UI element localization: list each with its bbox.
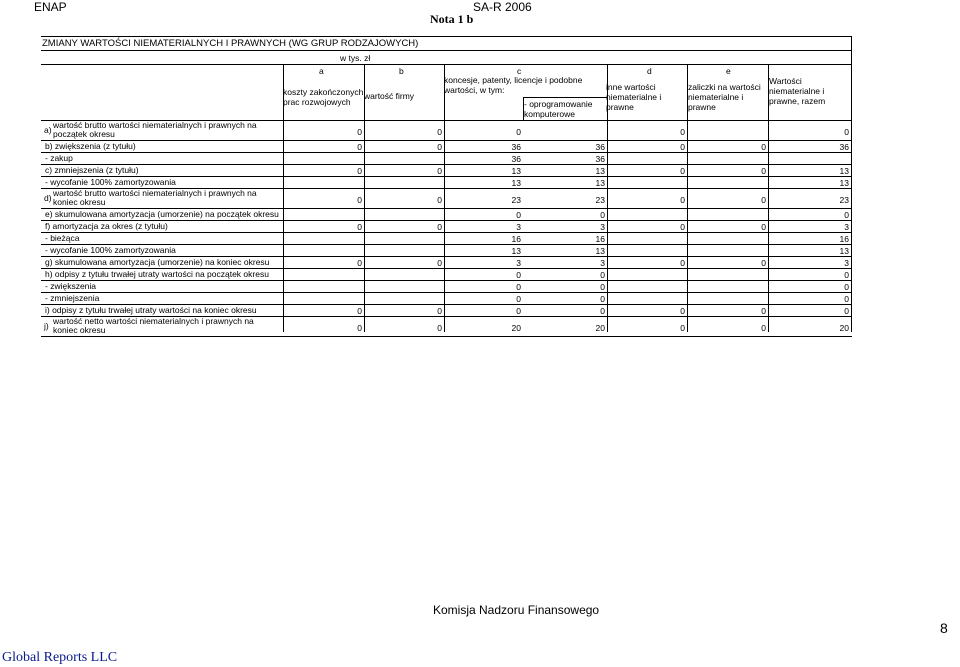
col-header-e: zaliczki na wartości niematerialne i prawne [688, 82, 761, 112]
cell-value: 36 [839, 142, 849, 152]
header-center: SA-R 2006 [473, 0, 532, 14]
cell-value: 0 [357, 222, 362, 232]
cell-value: 13 [511, 178, 521, 188]
row-label: f) amortyzacja za okres (z tytułu) [45, 221, 168, 231]
table-title: ZMIANY WARTOŚCI NIEMATERIALNYCH I PRAWNYCH (WG GRUP RODZAJOWYCH) [42, 38, 419, 49]
row-label: - zmniejszenia [45, 293, 100, 303]
row-label: i) odpisy z tytułu trwałej utraty wartości na koniec okresu [45, 305, 257, 315]
cell-value: 0 [844, 294, 849, 304]
cell-value: 3 [600, 222, 605, 232]
cell-value: 3 [516, 222, 521, 232]
cell-value: 3 [600, 258, 605, 268]
cell-value: 36 [511, 142, 521, 152]
cell-value: 3 [844, 258, 849, 268]
page-number: 8 [940, 620, 948, 636]
col-header-d: inne wartości niematerialne i prawne [606, 82, 662, 112]
cell-value: 13 [839, 246, 849, 256]
nota-label: Nota 1 b [430, 12, 474, 26]
cell-value: 0 [516, 306, 521, 316]
cell-value: 13 [595, 246, 605, 256]
col-header-c-sub: - oprogramowanie komputerowe [524, 99, 593, 119]
cell-value: 0 [437, 306, 442, 316]
row-label: - wycofanie 100% zamortyzowania [45, 177, 176, 187]
cell-value: 0 [844, 210, 849, 220]
header-left: ENAP [34, 0, 67, 14]
cell-value: 13 [511, 246, 521, 256]
cell-value: 0 [600, 270, 605, 280]
cell-value: 0 [516, 270, 521, 280]
row-label: wartość brutto wartości niematerialnych i prawnych na koniec okresu [53, 188, 257, 207]
cell-value: 0 [680, 142, 685, 152]
cell-value: 0 [844, 270, 849, 280]
cell-value: 0 [844, 306, 849, 316]
cell-value: 0 [844, 127, 849, 137]
footer-center: Komisja Nadzoru Finansowego [433, 603, 600, 617]
cell-value: 3 [516, 258, 521, 268]
col-header-total: Wartości niematerialne i prawne, razem [769, 76, 826, 106]
cell-value: 0 [761, 195, 766, 205]
cell-value: 0 [600, 294, 605, 304]
cell-value: 13 [839, 166, 849, 176]
row-prefix: a) [44, 125, 52, 135]
cell-value: 0 [516, 127, 521, 137]
cell-value: 13 [595, 166, 605, 176]
cell-value: 20 [839, 323, 849, 333]
cell-value: 13 [595, 178, 605, 188]
cell-value: 0 [761, 142, 766, 152]
cell-value: 23 [595, 195, 605, 205]
cell-value: 36 [511, 154, 521, 164]
cell-value: 20 [511, 323, 521, 333]
cell-value: 0 [600, 306, 605, 316]
cell-value: 0 [516, 210, 521, 220]
cell-value: 0 [761, 222, 766, 232]
row-label: h) odpisy z tytułu trwałej utraty wartości na początek okresu [45, 269, 269, 279]
cell-value: 0 [680, 306, 685, 316]
cell-value: 0 [680, 166, 685, 176]
col-header-a: koszty zakończonych prac rozwojowych [283, 87, 364, 107]
cell-value: 0 [357, 127, 362, 137]
cell-value: 0 [680, 127, 685, 137]
cell-value: 0 [357, 306, 362, 316]
col-letter-c: c [517, 66, 522, 76]
cell-value: 0 [437, 323, 442, 333]
row-label: b) zwiększenia (z tytułu) [45, 141, 136, 151]
unit-label: w tys. zł [340, 53, 371, 63]
cell-value: 0 [437, 222, 442, 232]
cell-value: 0 [680, 258, 685, 268]
cell-value: 0 [437, 142, 442, 152]
row-label: - zakup [45, 153, 73, 163]
cell-value: 0 [761, 166, 766, 176]
cell-value: 23 [511, 195, 521, 205]
row-label: c) zmniejszenia (z tytułu) [45, 165, 139, 175]
cell-value: 0 [357, 323, 362, 333]
cell-value: 0 [357, 195, 362, 205]
cell-value: 16 [595, 234, 605, 244]
cell-value: 0 [357, 142, 362, 152]
cell-value: 16 [511, 234, 521, 244]
cell-value: 16 [839, 234, 849, 244]
cell-value: 0 [680, 222, 685, 232]
row-label: - wycofanie 100% zamortyzowania [45, 245, 176, 255]
col-letter-d: d [647, 66, 652, 76]
cell-value: 23 [839, 195, 849, 205]
col-header-b: wartość firmy [364, 91, 415, 101]
cell-value: 36 [595, 154, 605, 164]
cell-value: 13 [839, 178, 849, 188]
col-letter-a: a [319, 66, 324, 76]
cell-value: 13 [511, 166, 521, 176]
cell-value: 0 [357, 166, 362, 176]
row-prefix: d) [44, 193, 52, 203]
col-letter-e: e [726, 66, 731, 76]
cell-value: 0 [761, 323, 766, 333]
row-label: - bieżąca [45, 233, 80, 243]
cell-value: 0 [600, 210, 605, 220]
cell-value: 36 [595, 142, 605, 152]
cell-value: 0 [600, 282, 605, 292]
cell-value: 0 [437, 258, 442, 268]
row-prefix: j) [44, 321, 49, 331]
cell-value: 0 [761, 306, 766, 316]
row-label: - zwiększenia [45, 281, 97, 291]
row-label: wartość netto wartości niematerialnych i prawnych na koniec okresu [53, 316, 254, 335]
cell-value: 0 [516, 294, 521, 304]
col-letter-b: b [399, 66, 404, 76]
row-label: e) skumulowana amortyzacja (umorzenie) na początek okresu [45, 209, 279, 219]
footer-left: Global Reports LLC [2, 650, 118, 665]
col-header-c: koncesje, patenty, licencje i podobne wartości, w tym: [444, 75, 583, 95]
cell-value: 0 [357, 258, 362, 268]
cell-value: 0 [680, 195, 685, 205]
cell-value: 0 [437, 127, 442, 137]
row-label: wartość brutto wartości niematerialnych i prawnych na początek okresu [53, 120, 257, 139]
cell-value: 0 [844, 282, 849, 292]
row-label: g) skumulowana amortyzacja (umorzenie) na koniec okresu [45, 257, 270, 267]
cell-value: 3 [844, 222, 849, 232]
cell-value: 0 [761, 258, 766, 268]
cell-value: 0 [437, 166, 442, 176]
cell-value: 0 [516, 282, 521, 292]
cell-value: 0 [680, 323, 685, 333]
cell-value: 20 [595, 323, 605, 333]
cell-value: 0 [437, 195, 442, 205]
